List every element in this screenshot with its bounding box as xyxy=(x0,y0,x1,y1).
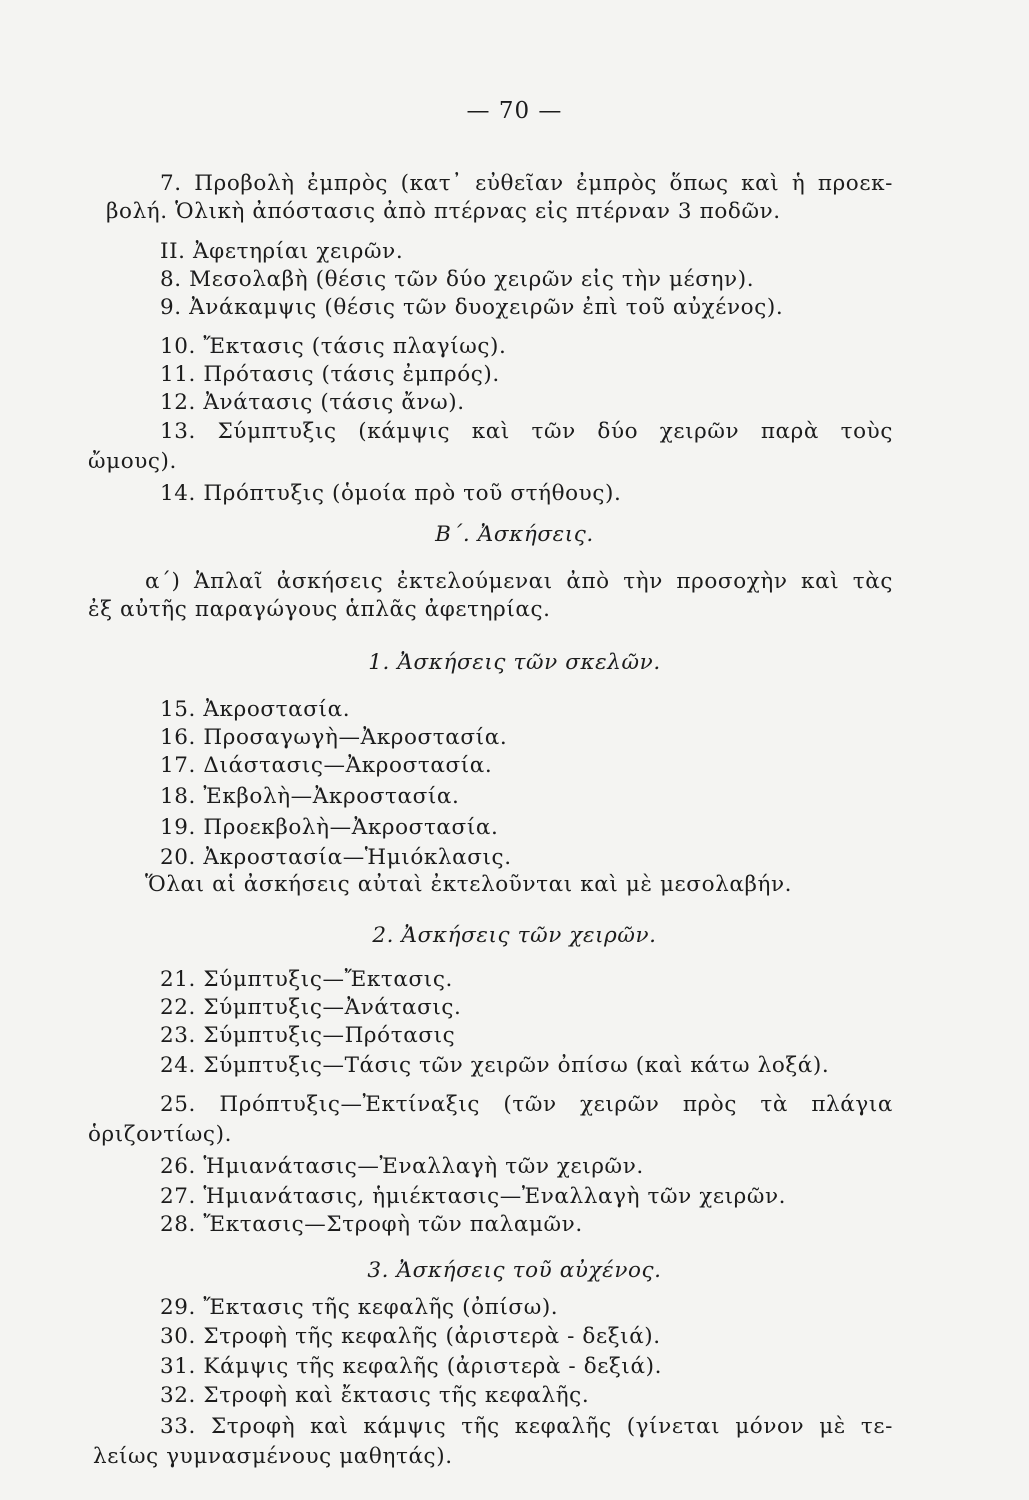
text-line: 30. Στροφὴ τῆς κεφαλῆς (ἀριστερὰ - δεξιά). xyxy=(160,1324,661,1349)
text-line: 7. Προβολὴ ἐμπρὸς (κατ᾽ εὐθεῖαν ἐμπρὸς ὅπως καὶ ἡ προεκ- xyxy=(160,171,893,196)
text-line: 31. Κάμψις τῆς κεφαλῆς (ἀριστερὰ - δεξιά). xyxy=(160,1354,662,1379)
text-line: 15. Ἀκροστασία. xyxy=(160,697,351,722)
text-line: 8. Μεσολαβὴ (θέσις τῶν δύο χειρῶν εἰς τὴν μέσην). xyxy=(160,267,755,292)
text-line: 33. Στροφὴ καὶ κάμψις τῆς κεφαλῆς (γίνεται μόνον μὲ τε- xyxy=(160,1414,893,1439)
text-line: 14. Πρόπτυξις (ὁμοία πρὸ τοῦ στήθους). xyxy=(160,481,622,506)
text-line: 16. Προσαγωγὴ—Ἀκροστασία. xyxy=(160,725,508,750)
subsection-heading: 3. Ἀσκήσεις τοῦ αὐχένος. xyxy=(367,1258,662,1283)
subsection-heading: 1. Ἀσκήσεις τῶν σκελῶν. xyxy=(368,650,661,675)
text-line: 21. Σύμπτυξις—Ἔκτασις. xyxy=(160,967,453,992)
subsection-heading: 2. Ἀσκήσεις τῶν χειρῶν. xyxy=(372,923,657,948)
text-line: 18. Ἐκβολὴ—Ἀκροστασία. xyxy=(160,784,460,809)
text-line: ΙΙ. Ἀφετηρίαι χειρῶν. xyxy=(160,239,404,264)
page-number: — 70 — xyxy=(466,98,563,124)
text-line: 25. Πρόπτυξις—Ἐκτίναξις (τῶν χειρῶν πρὸς τὰ πλάγια xyxy=(160,1092,893,1117)
text-line: 10. Ἔκτασις (τάσις πλαγίως). xyxy=(160,334,507,359)
text-line: 28. Ἔκτασις—Στροφὴ τῶν παλαμῶν. xyxy=(160,1212,583,1237)
text-line: 23. Σύμπτυξις—Πρότασις xyxy=(160,1023,456,1048)
text-line: λείως γυμνασμένους μαθητάς). xyxy=(93,1444,453,1469)
text-line: 32. Στροφὴ καὶ ἔκτασις τῆς κεφαλῆς. xyxy=(160,1383,590,1408)
text-line: ἐξ αὐτῆς παραγώγους ἁπλᾶς ἀφετηρίας. xyxy=(88,597,551,622)
text-line: 26. Ἡμιανάτασις—Ἐναλλαγὴ τῶν χειρῶν. xyxy=(160,1154,644,1179)
text-line: ὁριζοντίως). xyxy=(88,1122,232,1147)
text-line: α΄) Ἁπλαῖ ἀσκήσεις ἐκτελούμεναι ἀπὸ τὴν προσοχὴν καὶ τὰς xyxy=(145,569,893,594)
text-line: 27. Ἡμιανάτασις, ἡμιέκτασις—Ἐναλλαγὴ τῶν χειρῶν. xyxy=(160,1184,787,1209)
text-line: 29. Ἔκτασις τῆς κεφαλῆς (ὀπίσω). xyxy=(160,1295,559,1320)
text-line: 20. Ἀκροστασία—Ἡμιόκλασις. xyxy=(160,845,512,870)
text-line: ὤμους). xyxy=(88,449,177,474)
text-line: 9. Ἀνάκαμψις (θέσις τῶν δυοχειρῶν ἐπὶ τοῦ αὐχένος). xyxy=(160,295,784,320)
text-line: 13. Σύμπτυξις (κάμψις καὶ τῶν δύο χειρῶν παρὰ τοὺς xyxy=(160,419,893,444)
text-line: 11. Πρότασις (τάσις ἐμπρός). xyxy=(160,362,500,387)
text-line: 19. Προεκβολὴ—Ἀκροστασία. xyxy=(160,815,499,840)
text-line: 22. Σύμπτυξις—Ἀνάτασις. xyxy=(160,995,462,1020)
text-line: Ὅλαι αἱ ἀσκήσεις αὐταὶ ἐκτελοῦνται καὶ μὲ μεσολαβήν. xyxy=(145,872,793,897)
section-heading: Β΄. Ἀσκήσεις. xyxy=(435,522,594,547)
text-line: 17. Διάστασις—Ἀκροστασία. xyxy=(160,753,493,778)
text-line: 12. Ἀνάτασις (τάσις ἄνω). xyxy=(160,390,465,415)
text-line: 24. Σύμπτυξις—Τάσις τῶν χειρῶν ὀπίσω (καὶ κάτω λοξά). xyxy=(160,1053,830,1078)
text-line: βολή. Ὁλικὴ ἀπόστασις ἀπὸ πτέρνας εἰς πτέρναν 3 ποδῶν. xyxy=(106,199,781,224)
